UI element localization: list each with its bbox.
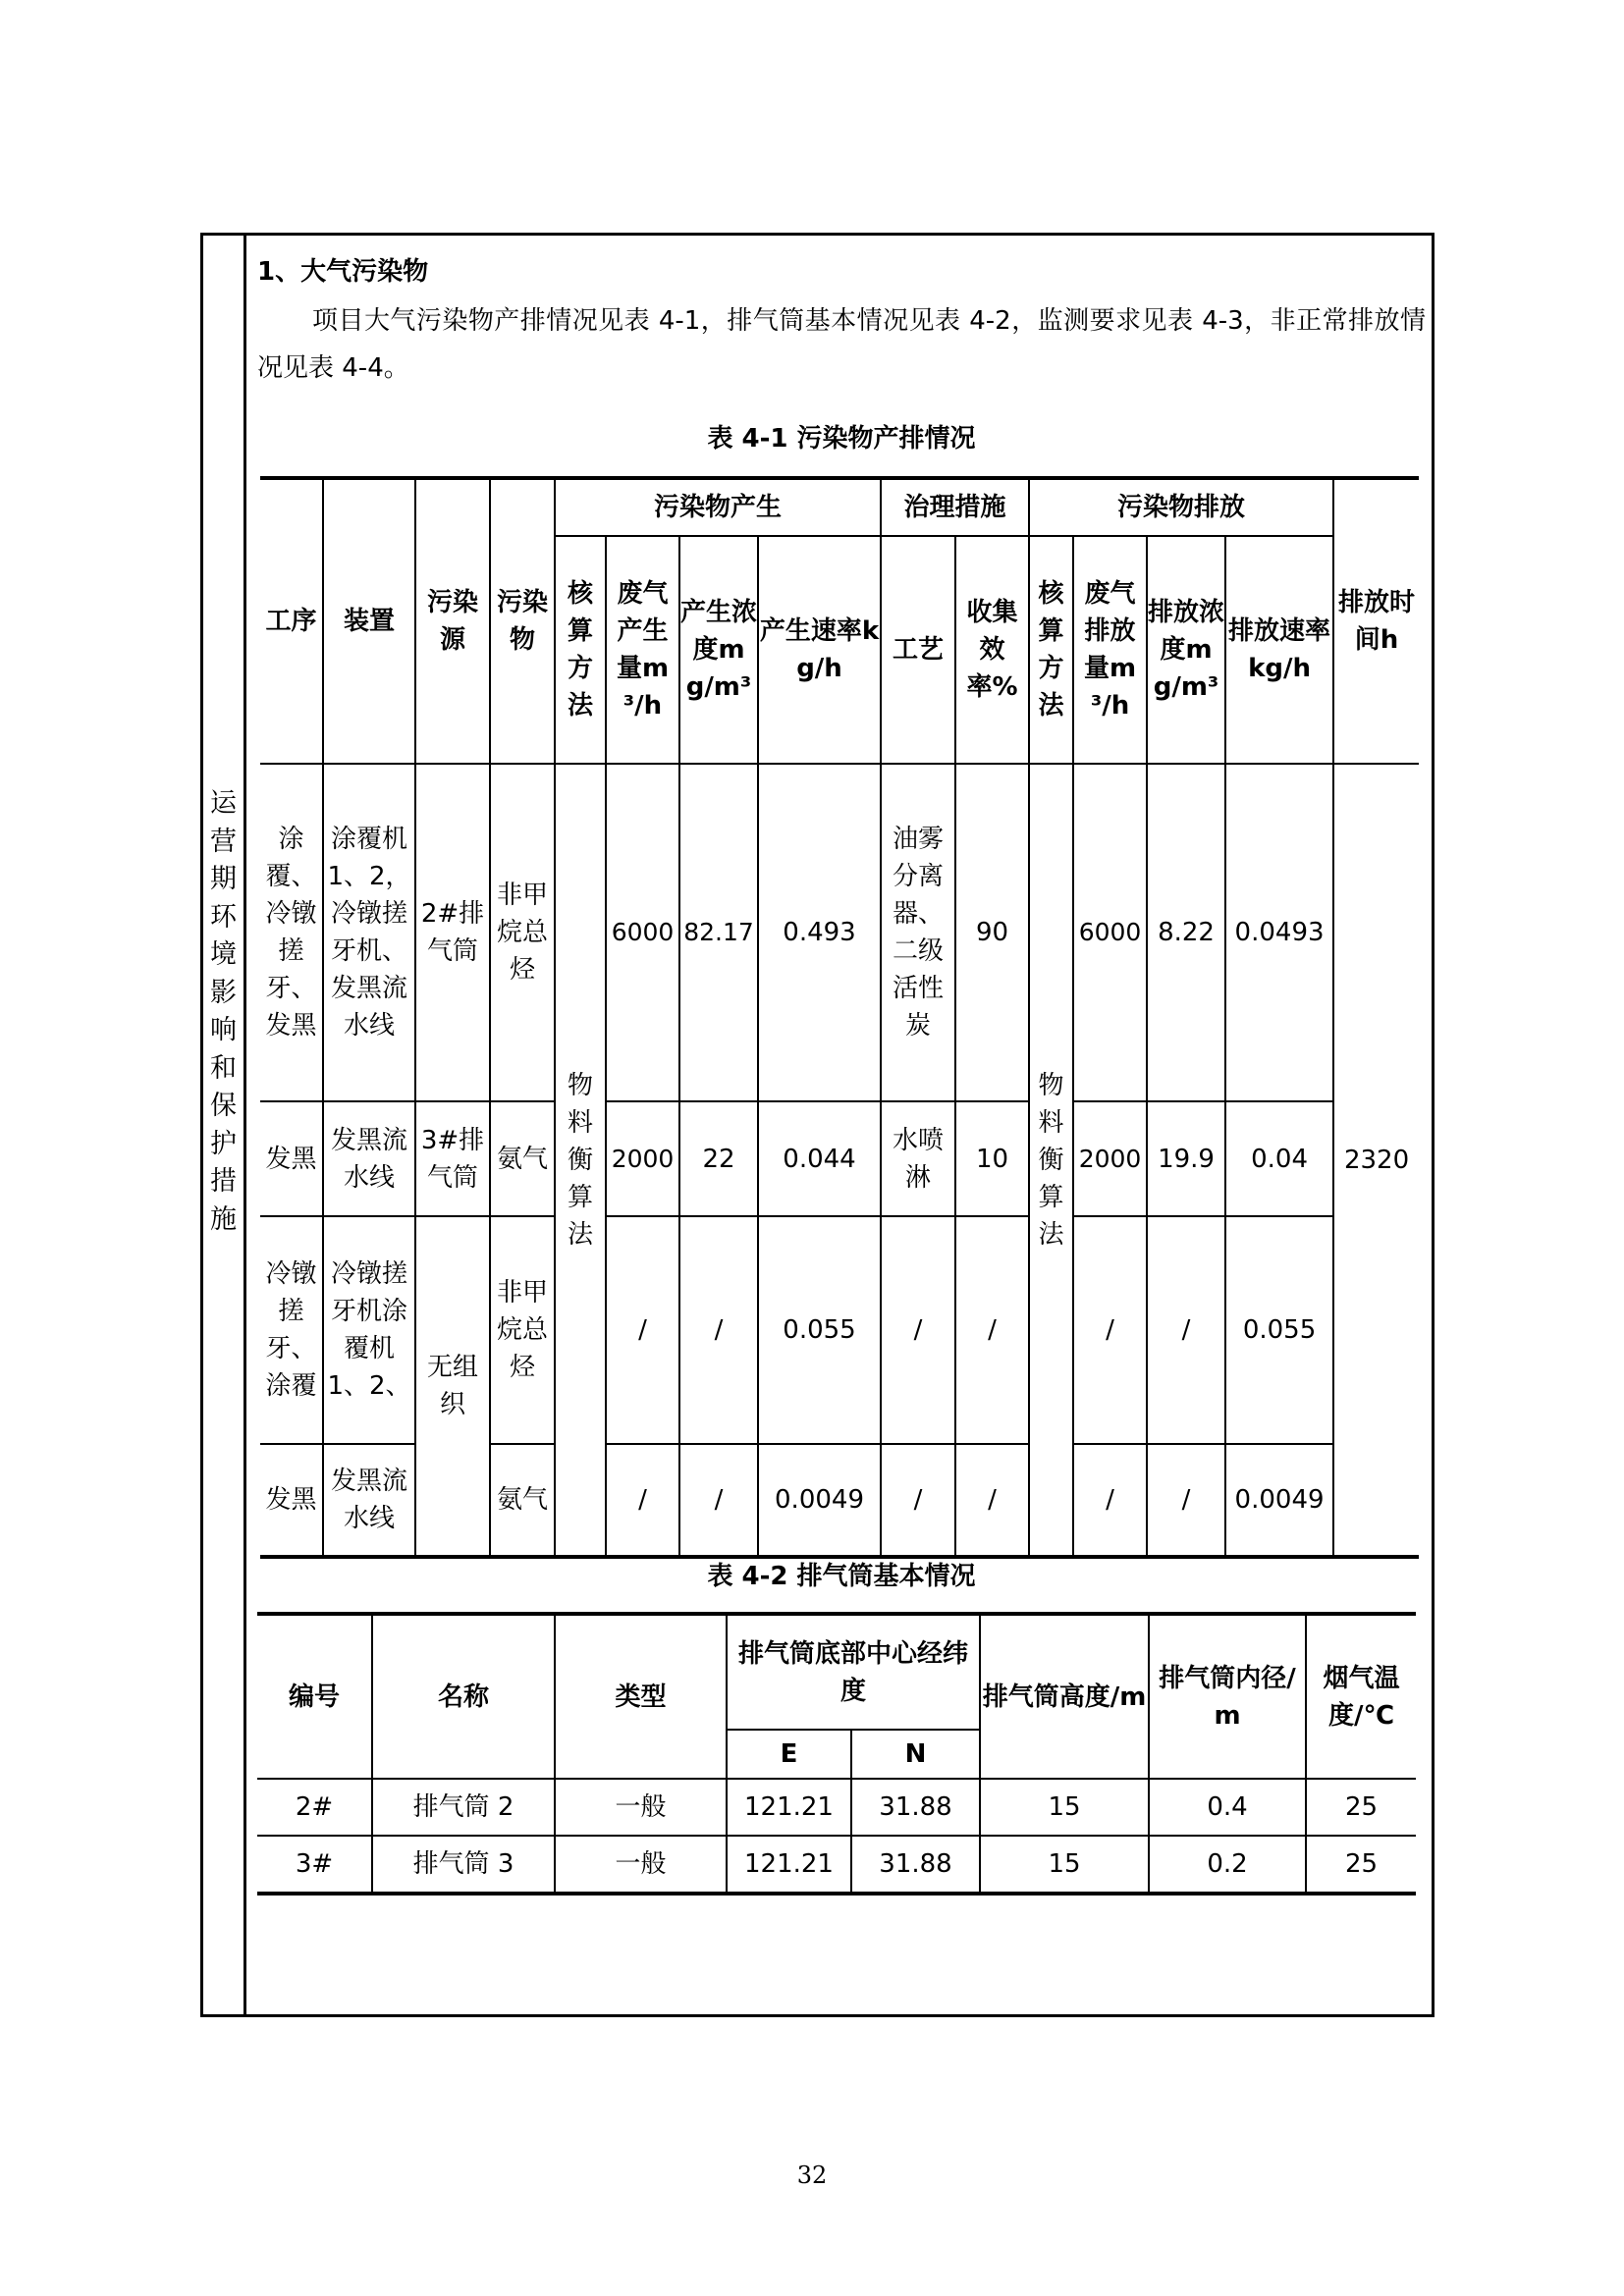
cell-type: 一般 (555, 1836, 727, 1894)
cell-pollutant: 氨气 (490, 1101, 555, 1216)
cell-emit-rate: 0.0049 (1225, 1444, 1333, 1557)
th-group-emission: 污染物排放 (1029, 478, 1333, 536)
section-heading: 1、大气污染物 (257, 257, 429, 287)
cell-technique: / (881, 1444, 955, 1557)
th-coords: 排气筒底部中心经纬度 (727, 1614, 980, 1730)
th-prod-conc: 产生浓度mg/m³ (679, 536, 758, 764)
cell-emit-gas-volume: / (1073, 1216, 1147, 1444)
cell-type: 一般 (555, 1779, 727, 1836)
cell-device: 发黑流水线 (323, 1444, 415, 1557)
cell-efficiency: 90 (955, 764, 1029, 1101)
cell-e: 121.21 (727, 1779, 851, 1836)
cell-emit-conc: 19.9 (1147, 1101, 1225, 1216)
cell-height: 15 (980, 1836, 1149, 1894)
table1-caption: 表 4-1 污染物产排情况 (707, 424, 976, 454)
cell-source: 无组织 (415, 1216, 490, 1557)
cell-pollutant: 非甲烷总烃 (490, 764, 555, 1101)
th-height: 排气筒高度/m (980, 1614, 1149, 1779)
th-e: E (727, 1730, 851, 1779)
cell-height: 15 (980, 1779, 1149, 1836)
cell-prod-conc: 22 (679, 1101, 758, 1216)
cell-technique: 水喷淋 (881, 1101, 955, 1216)
table-row (257, 1779, 1416, 1836)
th-process: 工序 (260, 478, 323, 764)
th-calc-method: 核算方法 (555, 536, 606, 764)
intro-paragraph: 项目大气污染物产排情况见表 4-1，排气筒基本情况见表 4-2，监测要求见表 4-3，非正常排放情况见表 4-4。 (257, 306, 1426, 383)
th-emit-time: 排放时间h (1333, 478, 1419, 764)
cell-efficiency: / (955, 1444, 1029, 1557)
cell-emit-rate: 0.055 (1225, 1216, 1333, 1444)
th-emit-rate: 排放速率 kg/h (1225, 536, 1333, 764)
cell-process: 发黑 (260, 1101, 323, 1216)
cell-emit-conc: 8.22 (1147, 764, 1225, 1101)
cell-process: 发黑 (260, 1444, 323, 1557)
th-emit-calc-method: 核算方法 (1029, 536, 1073, 764)
cell-n: 31.88 (851, 1779, 980, 1836)
th-group-treatment: 治理措施 (881, 478, 1029, 536)
side-label-column (203, 236, 246, 2014)
cell-temp: 25 (1306, 1779, 1416, 1836)
cell-calc-method: 物料衡算法 (555, 764, 606, 1557)
cell-prod-conc: 82.17 (679, 764, 758, 1101)
cell-n: 31.88 (851, 1836, 980, 1894)
th-pollutant: 污染物 (490, 478, 555, 764)
cell-diameter: 0.4 (1149, 1779, 1306, 1836)
cell-pollutant: 非甲烷总烃 (490, 1216, 555, 1444)
cell-prod-rate: 0.055 (758, 1216, 881, 1444)
cell-temp: 25 (1306, 1836, 1416, 1894)
th-group-production: 污染物产生 (555, 478, 881, 536)
th-gas-volume: 废气产生量m³/h (606, 536, 679, 764)
cell-emit-gas-volume: 6000 (1073, 764, 1147, 1101)
cell-gas-volume: 2000 (606, 1101, 679, 1216)
stack-table (257, 1612, 1416, 1896)
cell-emit-gas-volume: 2000 (1073, 1101, 1147, 1216)
table-row (260, 1101, 1419, 1216)
cell-id: 3# (257, 1836, 372, 1894)
cell-name: 排气筒 3 (372, 1836, 555, 1894)
cell-source: 3#排气筒 (415, 1101, 490, 1216)
cell-source: 2#排气筒 (415, 764, 490, 1101)
cell-process: 涂覆、冷镦搓牙、发黑 (260, 764, 323, 1101)
cell-process: 冷镦搓牙、涂覆 (260, 1216, 323, 1444)
th-prod-rate: 产生速率kg/h (758, 536, 881, 764)
cell-gas-volume: / (606, 1444, 679, 1557)
cell-gas-volume: / (606, 1216, 679, 1444)
side-label: 运营期环境影响和保护措施 (210, 788, 237, 1235)
th-temp: 烟气温度/℃ (1306, 1614, 1416, 1779)
cell-prod-rate: 0.493 (758, 764, 881, 1101)
table2-caption: 表 4-2 排气筒基本情况 (707, 1562, 976, 1591)
page-number: 32 (796, 2162, 828, 2189)
cell-efficiency: / (955, 1216, 1029, 1444)
cell-technique: 油雾分离器、二级活性炭 (881, 764, 955, 1101)
cell-device: 涂覆机1、2，冷镦搓牙机、发黑流水线 (323, 764, 415, 1101)
cell-technique: / (881, 1216, 955, 1444)
th-efficiency: 收集效率% (955, 536, 1029, 764)
cell-gas-volume: 6000 (606, 764, 679, 1101)
cell-emit-gas-volume: / (1073, 1444, 1147, 1557)
cell-emit-rate: 0.0493 (1225, 764, 1333, 1101)
cell-emit-calc-method: 物料衡算法 (1029, 764, 1073, 1557)
table-row (260, 1216, 1419, 1444)
cell-device: 冷镦搓牙机涂覆机1、2、 (323, 1216, 415, 1444)
pollutant-table (260, 476, 1419, 1559)
th-n: N (851, 1730, 980, 1779)
th-diameter: 排气筒内径/m (1149, 1614, 1306, 1779)
cell-prod-conc: / (679, 1216, 758, 1444)
cell-emit-conc: / (1147, 1444, 1225, 1557)
cell-efficiency: 10 (955, 1101, 1029, 1216)
th-type: 类型 (555, 1614, 727, 1779)
cell-prod-rate: 0.0049 (758, 1444, 881, 1557)
table-row (257, 1836, 1416, 1894)
cell-name: 排气筒 2 (372, 1779, 555, 1836)
th-source: 污染源 (415, 478, 490, 764)
th-technique: 工艺 (881, 536, 955, 764)
cell-diameter: 0.2 (1149, 1836, 1306, 1894)
cell-device: 发黑流水线 (323, 1101, 415, 1216)
cell-emit-conc: / (1147, 1216, 1225, 1444)
th-name: 名称 (372, 1614, 555, 1779)
cell-e: 121.21 (727, 1836, 851, 1894)
cell-prod-rate: 0.044 (758, 1101, 881, 1216)
th-id: 编号 (257, 1614, 372, 1779)
cell-id: 2# (257, 1779, 372, 1836)
table-row (260, 764, 1419, 1101)
th-emit-gas-volume: 废气排放量m³/h (1073, 536, 1147, 764)
th-emit-conc: 排放浓度mg/m³ (1147, 536, 1225, 764)
cell-emit-rate: 0.04 (1225, 1101, 1333, 1216)
th-device: 装置 (323, 478, 415, 764)
cell-emit-time: 2320 (1333, 764, 1419, 1557)
cell-prod-conc: / (679, 1444, 758, 1557)
cell-pollutant: 氨气 (490, 1444, 555, 1557)
